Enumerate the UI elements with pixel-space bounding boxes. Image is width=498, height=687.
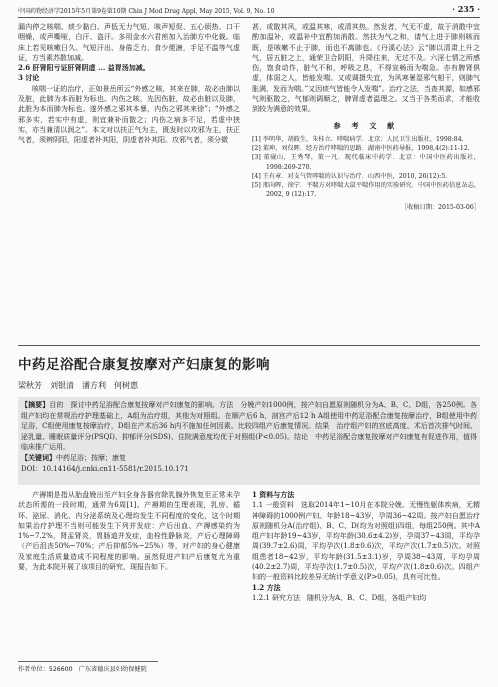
journal-citation: 中国药物经济学2015年5月第9卷第10期 Chin J Mod Drug Appl, May 2015, Vol. 9, No. 10	[18, 8, 275, 15]
doi: DOI：10.14164/j.cnki.cn11-5581/r.2015.10.171	[21, 464, 189, 473]
reference-item: [1] 李明华，胡筱生，朱桂立．哮喘病学．北京：人民卫生出版社，1998:84.	[252, 135, 464, 143]
footnote-rule	[18, 661, 158, 662]
reference-item: [2] 董坤，刘仅晖．经方治疗哮喘的思路．湖南中医药导报，1998,4(2):11-12.	[252, 145, 470, 153]
reference-item: [5] 邢向晖，徐宁．平喘方对哮喘大鼠平喘作用的实验研究．中国中医药信息杂志，2002, 9 (12):17.	[252, 181, 480, 199]
author-affiliation: 作者单位：526600 广东省德庆县妇幼保健院	[18, 666, 147, 673]
article-separator-rule	[18, 345, 480, 346]
abstract-text: 目的 探讨中药足浴配合康复按摩对产妇康复的影响。方法 分娩产妇1000例，按产妇自愿原则随机分为A、B、C、D组，各250例。各组产妇均在常规治疗护理基础上，A组为治疗组，其他为对照组。在顺产后6 h，剖宫产后12 h A组使用中药足浴配合康复按摩治疗，B组使用中药足浴，C组使用康复按摩治疗，D组在产术后36 h内不施加任何因素。比较四组产后康复情况。结果 治疗组产妇的宫底高度、术后首次排气时间、泌乳量、睡眠质量评分(PSQI)、抑郁评分(SDS)、住院满意度均优于对照组(P<0.05)。结论 中药足浴配合康复按摩对产妇康复有促进作用，值得临床推广运用。	[21, 401, 478, 452]
prev-section-2-6: 2.6 肝肾阳亏证肝肾阴虚 ... 益胃汤加减。	[18, 63, 150, 73]
section-heading-materials-methods: 1 资料与方法	[252, 490, 295, 499]
prev-paragraph: 甚，或散其风，或温其寒，或清其热。然发者，气无不虚，故于消散中宜酌加温补，或温补中宜酌加消散。然扶为气之和，请气上进于肺则咳而既，是咳嗽不止于肺，而也不离肺也。《丹溪心法》云“肺以清肃上升之气，居五脏之上，通荣卫合阴阳，升降往来，无过不及。六淫七情之所感伤，饱食动作，脏气不和，呼吸之息，不得宣畅而为喘急。亦有脾肾俱虚，体弱之人，皆能发喘。又或调摄失宜，为风寒暑湿邪气相干，则肺气胀满，发而为喘。”又因痰气皆能令人发喘”。治疗之法，当查其源，如感邪气则驱散之，气郁则调顺之，脾肾虚者温理之。又当于各类而求，才能收到较为满意的效果。	[252, 23, 480, 114]
article-right-column	[252, 490, 480, 682]
references-heading: 参 考 文 献	[333, 120, 399, 130]
running-header	[18, 4, 480, 16]
page-number: · 235 ·	[452, 4, 480, 14]
abstract-label: 【摘要】	[21, 400, 50, 409]
reference-item: [4] 王有章．对支气管哮喘的认识与治疗．山西中医，2010, 26(12):5.	[252, 172, 448, 180]
prev-article-right-column	[252, 22, 480, 342]
article-authors: 梁秋芳 刘银清 潘方利 何树惠	[18, 381, 138, 390]
article-title: 中药足浴配合康复按摩对产妇康复的影响	[18, 357, 270, 373]
section-heading-discussion: 3 讨论	[18, 73, 40, 83]
keywords-label: 【关键词】	[21, 452, 56, 462]
section-heading-method: 1.2 方法	[252, 582, 281, 592]
prev-paragraph: 漏内停之咳喘、痰少黏白、声低无力气短、咳声短促、五心烦热、口干咽燥，或声嘶哑，白汗、盗汗。多用金水六君煎加入治肺方中化裁。临床上若见咳嗽日久、气短汗出、身倦乏力、食少便溏，手足不温等气虚证，方当素苏散加减。	[18, 23, 240, 62]
keywords-text: 中药足浴；按摩；康复	[56, 453, 126, 462]
abstract-box	[18, 397, 480, 485]
header-rule	[18, 17, 480, 18]
general-data-paragraph: 1.1 一般资料 选取2014年1~10月在本院分娩、无慢性躯体疾病，无精神障碍的1000例产妇。年龄18~43岁，孕周36~42周。按产妇自愿治疗原则随机分A(治疗组)、B、C、D(均为对照组)四组，每组250例。其中A组产妇年龄19~43岁，平均年龄(30.6±4.2)岁，孕周37~43周，平均孕周(39.7±2.6)周，平均孕次(1.8±0.6)次，平均产次(1.7±0.5)次。对照组患者18~42岁，平均年龄(31.5±3.1)岁，孕周38~43周，平均孕周(40.2±2.7)周，平均孕次(1.7±0.5)次，平均产次(1.8±0.6)次。四组产妇的一般资料比较差异无统计学意义(P>0.05)，具有可比性。	[252, 501, 480, 582]
article-left-column	[18, 490, 240, 658]
prev-paragraph: 咳喘一证的治疗，正如景岳所云“外感之咳，其来在肺，故必由肺以及脏，此肺为本而脏为标也。内伤之咳，先因伤脏，故必由脏以及肺，此脏为本而肺为标也。遂外感之邪其本暴，内伤之邪其来徐”；“外感之邪多实，若实中有虚，则宜兼补而散之；内伤之病多不足，若虚中挟实，亦当兼清以润之”。本文对以扶正气为主，既发时以攻邪为主，扶正气者，须辨阴阳，阳虚者补其阳，阴虚者补其阳。攻邪气者，须分微	[18, 84, 240, 145]
reference-item: [3] 董砚山，王秀琴，董一凡．现代临床中药学．北京：中国中医药出版社，1998:269-270.	[252, 154, 480, 171]
received-date: ［收稿日期：2015-03-06］	[401, 204, 480, 212]
prev-article-left-column	[18, 22, 240, 342]
research-method-paragraph: 1.2.1 研究方法 随机分为A、B、C、D组，各组产妇均	[252, 593, 427, 602]
intro-paragraph: 产褥期是指从胎盘娩出至产妇全身各器官除乳腺外恢复至正常未孕状态所需的一段时期，通常为6周[1]。产褥期的生理表现，乳房、循环、泌尿、消化、内分泌系统及心理均发生不同程度的变化，这个时期如果治疗护理不当则可能发生下列并发症：产后出血、产褥感染约为1%~7.2%，肾盂肾炎，胃肠道并发症，血栓性静脉炎，产后心理障碍（产后沮丧50%~70%；产后抑郁5%~25%）等，对产妇的身心健康及家庭生活质量造成不同程度的影响。虽然促进产妇产后康复尤为重要，为此本院开展了该项目的研究，现报告如下。	[18, 491, 240, 572]
